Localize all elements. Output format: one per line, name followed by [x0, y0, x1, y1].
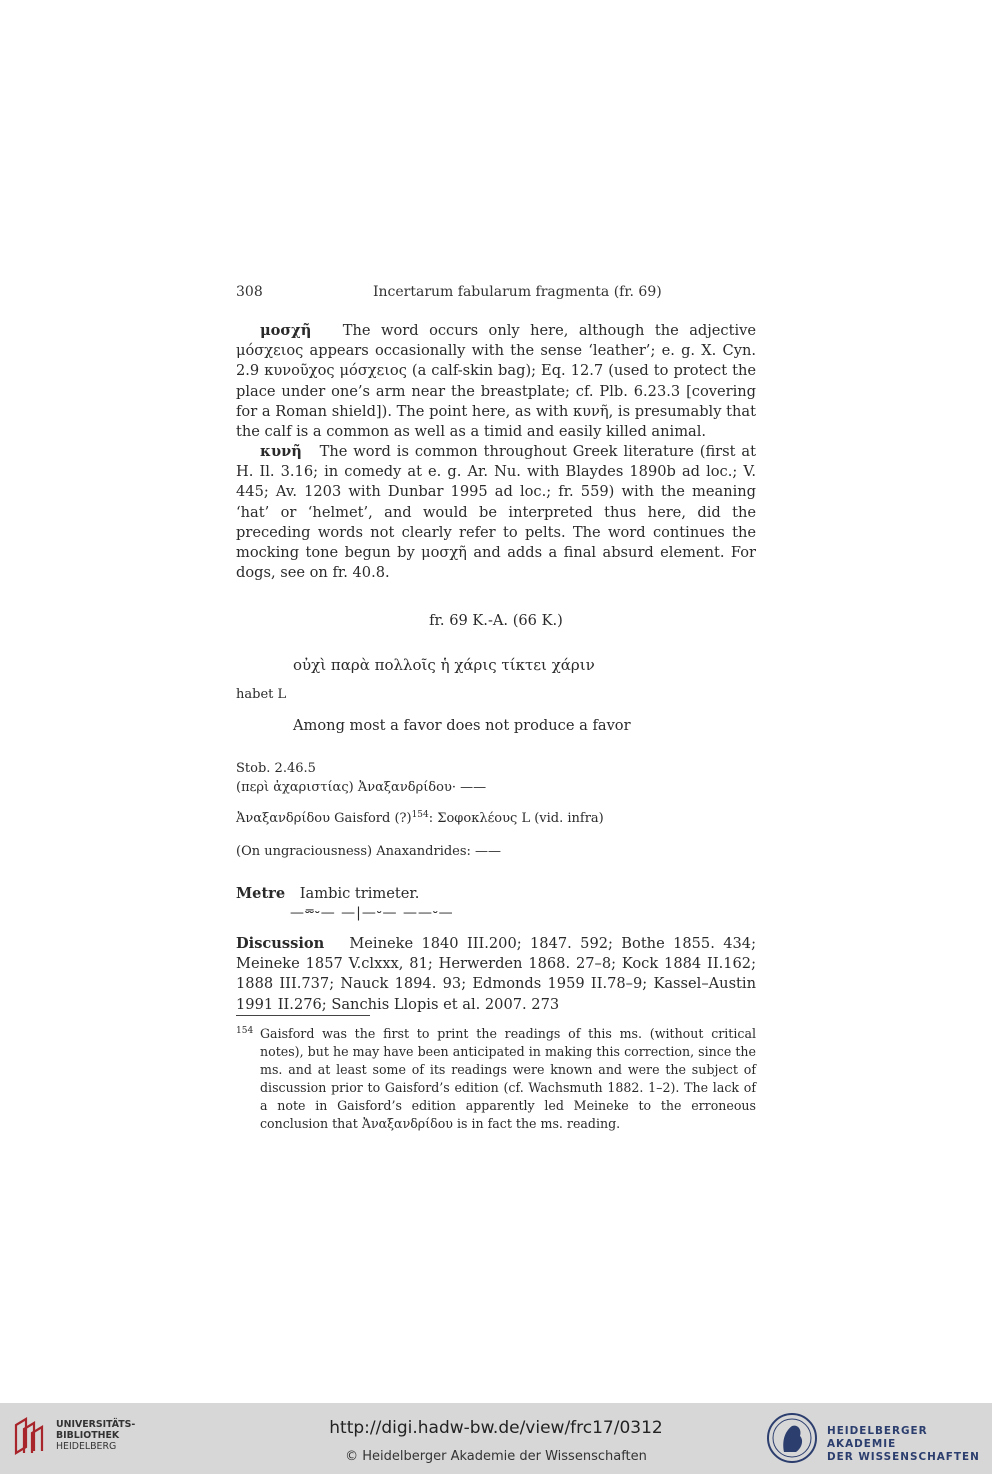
copyright-notice: © Heidelberger Akademie der Wissenschaften	[345, 1449, 647, 1464]
attribution-variant: : Σοφοκλέους L (vid. infra)	[428, 811, 604, 826]
permalink-url[interactable]: http://digi.hadw-bw.de/view/frc17/0312	[329, 1418, 663, 1438]
discussion-text: Meineke 1840 III.200; 1847. 592; Bothe 1855. 434; Meineke 1857 V.clxxx, 81; Herwerden 1868. 27–8; Kock 1884 II.162; 1888 III.737; Nauck 1894. 93; Edmonds 1959 II.78–9; Kassel–Austin 1991 II.276; Sanchis Llopis et al. 2007. 273	[236, 935, 756, 1013]
attribution-apparatus	[236, 810, 604, 826]
page-number: 308	[236, 284, 263, 300]
library-name-line: BIBLIOTHEK	[56, 1430, 120, 1441]
source-heading: (περὶ ἀχαριστίας) Ἀναξανδρίδου· ——	[236, 780, 487, 795]
fragment-title	[236, 612, 756, 629]
metre-line	[236, 885, 419, 902]
footnote-rule	[236, 1015, 370, 1016]
lemma: μοσχῆ	[260, 322, 312, 339]
academy-seal-icon	[766, 1412, 818, 1464]
commentary-text: The word occurs only here, although the adjective μόσχειος appears occasionally with the sense ‘leather’; e. g. X. Cyn. 2.9 κυνοῦχος μόσχειος (a calf-skin bag); Eq. 12.7 (used to protect the place under one’s arm near the breastplate; cf. Plb. 6.23.3 [covering for a Roman shield]). The point here, as with κυνῆ, is presumably that the calf is a common as well as a timid and easily killed animal.	[236, 322, 757, 441]
commentary-text: The word is common throughout Greek literature (first at H. Il. 3.16; in comedy at e. g. Ar. Nu. with Blaydes 1890b ad loc.; V. 445; Av. 1203 with Dunbar 1995 ad loc.; fr. 559) with the meaning ‘hat’ or ‘helmet’, and would be interpreted thus here, did the preceding words not clearly refer to pelts. The word continues the mocking tone begun by μοσχῆ and adds a final absurd element. For dogs, see on fr. 40.8.	[236, 443, 756, 582]
fragment-number: fr. 69 K.-A.	[429, 612, 509, 629]
source-citation: Stob. 2.46.5	[236, 761, 316, 776]
running-head: Incertarum fabularum fragmenta (fr. 69)	[373, 284, 662, 300]
apparatus-habet: habet L	[236, 687, 287, 702]
fragment-alt-number: (66 K.)	[512, 612, 563, 629]
greek-verse: οὐχὶ παρὰ πολλοῖς ἡ χάρις τίκτει χάριν	[293, 656, 595, 674]
footnote-number: 154	[236, 1026, 254, 1036]
commentary-paragraph	[236, 442, 756, 583]
source-translation: (On ungraciousness) Anaxandrides: ——	[236, 844, 502, 859]
verse-translation: Among most a favor does not produce a favor	[293, 717, 631, 734]
digitization-footer	[0, 1403, 992, 1474]
academy-name	[827, 1425, 992, 1464]
library-name-line: UNIVERSITÄTS-	[56, 1419, 136, 1430]
lemma: κυνῆ	[260, 443, 302, 460]
footnote-text: Gaisford was the first to print the readings of this ms. (without critical notes), but he may have been anticipated in making this correction, since the ms. and at least some of its readings were known and were the subject of discussion prior to Gaisford’s edition (cf. Wachsmuth 1882. 1–2). The lack of a note in Gaisford’s edition apparently led Meineke to the erroneous conclusion that Ἀναξανδρίδου is in fact the ms. reading.	[260, 1026, 756, 1131]
discussion-paragraph	[236, 934, 756, 1015]
metre-label: Metre	[236, 885, 286, 902]
commentary-paragraph	[236, 321, 756, 442]
metre-value: Iambic trimeter.	[299, 885, 420, 902]
discussion-label: Discussion	[236, 935, 325, 952]
metrical-scansion: —⏔⏑— —|—⏑— ——⏑—	[290, 905, 454, 921]
footnote-reference: 154	[411, 810, 429, 820]
attribution-reading: Ἀναξανδρίδου Gaisford (?)	[236, 811, 412, 826]
academy-name-line: HEIDELBERGER AKADEMIE	[827, 1425, 928, 1450]
academy-name-line: DER WISSENSCHAFTEN	[827, 1451, 980, 1463]
library-name-line: HEIDELBERG	[56, 1441, 117, 1452]
